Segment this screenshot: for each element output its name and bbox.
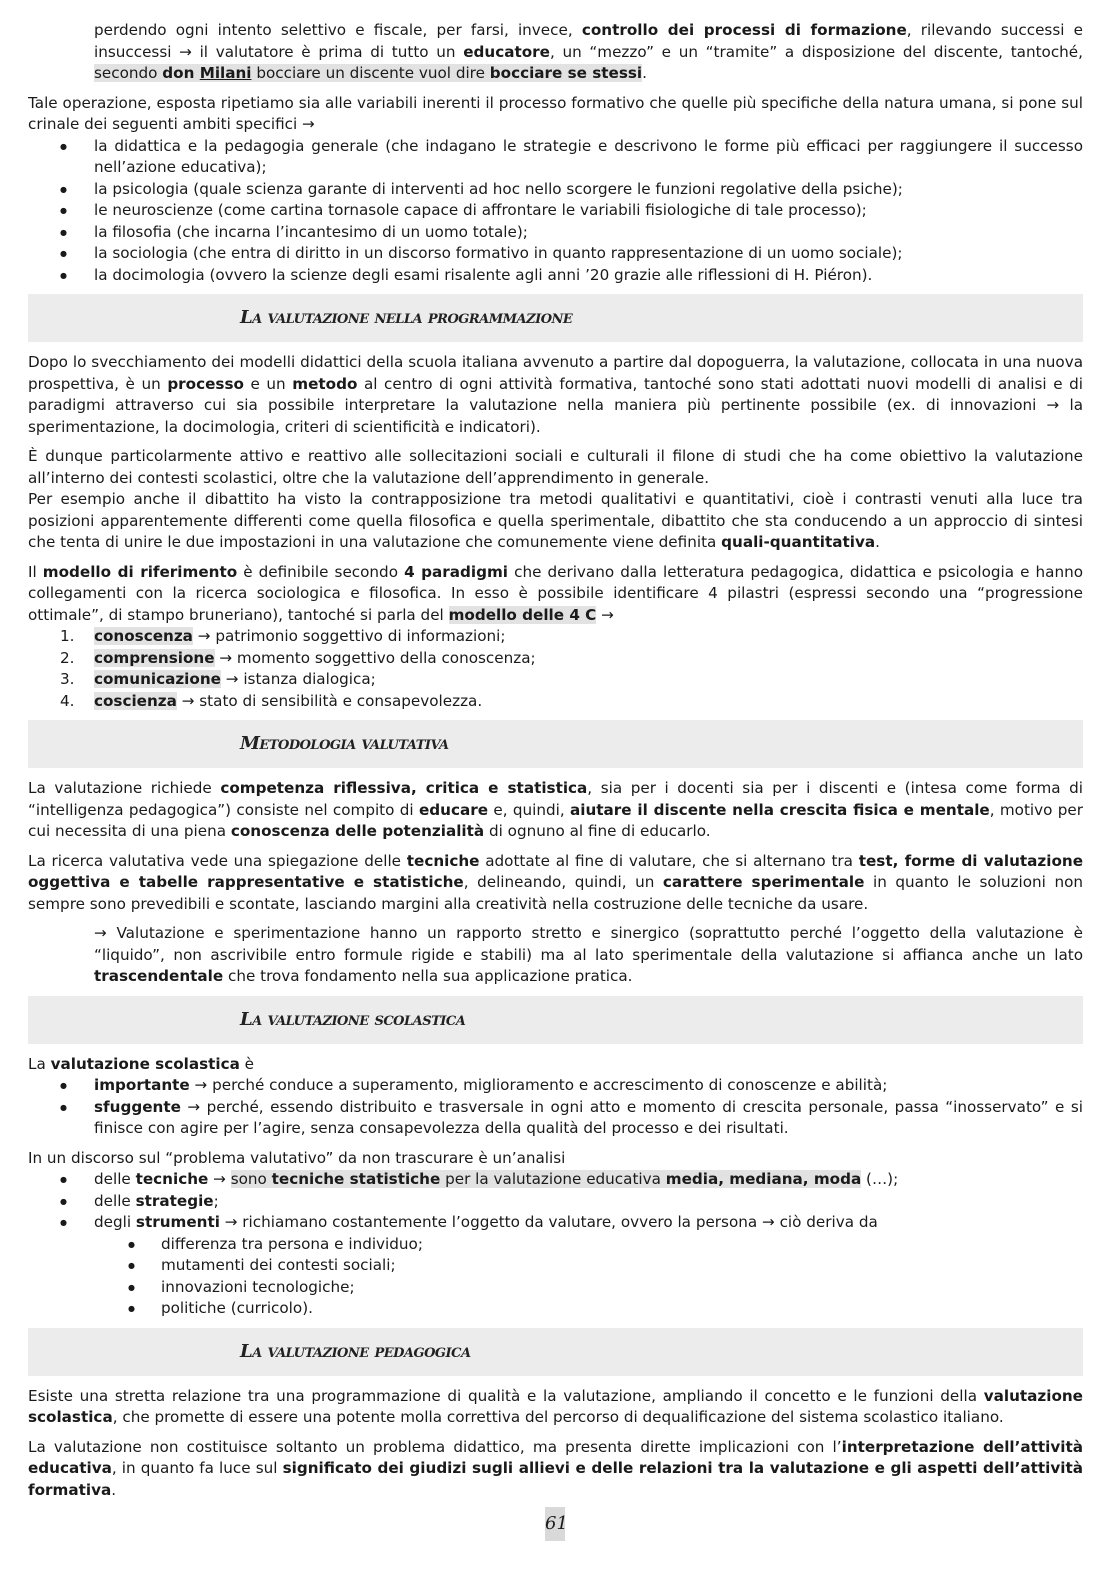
strumenti-sublist (28, 1234, 1083, 1320)
section3-lead-2: In un discorso sul “problema valutativo” da non trascurare è un’analisi (28, 1148, 566, 1167)
section2-paragraph-1: La valutazione richiede competenza riflessiva, critica e statistica, sia per i docenti sia per i discenti e (intesa come forma di “intelligenza pedagogica”) consiste nel compito di educare e, quindi, aiutare il discente nella crescita fisica e mentale, motivo per cui necessita di una piena conoscenza delle potenzialità di ognuno al fine di educarlo. (28, 779, 1084, 840)
list-item: ● politiche (curricolo). (28, 1298, 1083, 1320)
list-item: 3. comunicazione → istanza dialogica; (60, 670, 376, 688)
section3-lead: La valutazione scolastica è (28, 1054, 255, 1073)
list-item: 1. conoscenza → patrimonio soggettivo di informazioni; (60, 627, 506, 645)
section4-paragraph-1: Esiste una stretta relazione tra una programmazione di qualità e la valutazione, ampliando il concetto e le funzioni della valutazione scolastica, che promette di essere una potente molla correttiva del percorso di dequalificazione del sistema scolastico italiano. (28, 1386, 1083, 1426)
section1-paragraph-2: È dunque particolarmente attivo e reattivo alle sollecitazioni sociali e culturali il filone di studi che ha come obiettivo la valutazione all’interno dei contesti scolastici, oltre che la valutazione dell’apprendimento in generale. (28, 447, 1083, 487)
list-item: 4. coscienza → stato di sensibilità e consapevolezza. (60, 691, 483, 710)
analisi-list (28, 1169, 1083, 1234)
list-item: ● delle strategie; (28, 1191, 1083, 1213)
list-item: 2. comprensione → momento soggettivo della conoscenza; (60, 648, 536, 667)
section1-paragraph-3: Per esempio anche il dibattito ha visto la contrapposizione tra metodi qualitativi e quantitativi, cioè i contrasti venuti alla luce tra posizioni apparentemente differenti come quella filosofica e quella sperimentale, dibattito che sta conducendo a un approccio di sintesi che tenta di unire le due impostazioni in una valutazione che comunemente viene definita quali-quantitativa. (28, 490, 1083, 551)
four-c-list (28, 626, 1083, 712)
section-heading: Metodologia valutativa (28, 720, 1083, 768)
intro-paragraph-2: Tale operazione, esposta ripetiamo sia alle variabili inerenti il processo formativo che quelle più specifiche della natura umana, si pone sul crinale dei seguenti ambiti specifici → (28, 93, 1083, 133)
document-page (28, 20, 1083, 1509)
section1-paragraph-4: Il modello di riferimento è definibile secondo 4 paradigmi che derivano dalla letteratura pedagogica, didattica e psicologia e hanno collegamenti con la ricerca sociologica e filosofica. In esso è possibile identificare 4 pilastri (espressi secondo una “progressione ottimale”, di stampo bruneriano), tantoché si parla del modello delle 4 C → (28, 562, 1083, 624)
list-item: ● importante → perché conduce a superamento, miglioramento e accrescimento di conoscenze e abilità; (28, 1075, 1083, 1097)
list-item: ● sfuggente → perché, essendo distribuito e trasversale in ogni atto e momento di crescita personale, passa “inosservato” e si finisce con agire per l’agire, senza consapevolezza della qualità del processo e dei risultati. (28, 1097, 1083, 1140)
section2-paragraph-2: La ricerca valutativa vede una spiegazione delle tecniche adottate al fine di valutare, che si alternano tra test, forme di valutazione oggettiva e tabelle rappresentative e statistiche, delineando, quindi, un carattere sperimentale in quanto le soluzioni non sempre sono prevedibili e scontate, lasciando margini alla creatività nella costruzione delle tecniche da usare. (28, 851, 1083, 913)
list-item: ● la filosofia (che incarna l’incantesimo di un uomo totale); (28, 222, 1083, 244)
intro-paragraph-1: perdendo ogni intento selettivo e fiscale, per farsi, invece, controllo dei processi di formazione, rilevando successi e insuccessi → il valutatore è prima di tutto un educatore, un “mezzo” e un “tramite” a disposizione del discente, tantoché, secondo don Milani bocciare un discente vuol dire bocciare se stessi. (94, 21, 1083, 82)
list-item: ● degli strumenti → richiamano costantemente l’oggetto da valutare, ovvero la persona → ciò deriva da (28, 1212, 1083, 1234)
ambiti-list (28, 136, 1083, 287)
list-item: ● innovazioni tecnologiche; (28, 1277, 1083, 1299)
list-item: ● la didattica e la pedagogia generale (che indagano le strategie e descrivono le forme più efficaci per raggiungere il successo nell’azione educativa); (28, 136, 1083, 179)
section-heading: La valutazione pedagogica (28, 1328, 1083, 1376)
valutazione-traits-list (28, 1075, 1083, 1140)
list-item: ● la docimologia (ovvero la scienze degli esami risalente agli anni ’20 grazie alle riflessioni di H. Piéron). (28, 265, 1083, 287)
section-heading: La valutazione nella programmazione (28, 294, 1083, 342)
list-item: ● mutamenti dei contesti sociali; (28, 1255, 1083, 1277)
section2-note: → Valutazione e sperimentazione hanno un rapporto stretto e sinergico (soprattutto perché l’oggetto della valutazione è “liquido”, non ascrivibile entro formule rigide e stabili) ma al lato sperimentale della valutazione si affianca anche un lato trascendentale che trova fondamento nella sua applicazione pratica. (94, 924, 1083, 985)
list-item: ● la psicologia (quale scienza garante di interventi ad hoc nello scorgere le funzioni regolative della psiche); (28, 179, 1083, 201)
list-item: ● differenza tra persona e individuo; (28, 1234, 1083, 1256)
section4-paragraph-2: La valutazione non costituisce soltanto un problema didattico, ma presenta dirette implicazioni con l’interpretazione dell’attività educativa, in quanto fa luce sul significato dei giudizi sugli allievi e delle relazioni tra la valutazione e gli aspetti dell’attività formativa. (28, 1437, 1083, 1499)
list-item: ● le neuroscienze (come cartina tornasole capace di affrontare le variabili fisiologiche di tale processo); (28, 200, 1083, 222)
list-item: ● la sociologia (che entra di diritto in un discorso formativo in quanto rappresentazione di un uomo sociale); (28, 243, 1083, 265)
list-item: ● delle tecniche → sono tecniche statistiche per la valutazione educativa media, mediana, moda (…); (28, 1169, 1083, 1191)
section1-paragraph-1: Dopo lo svecchiamento dei modelli didattici della scuola italiana avvenuto a partire dal dopoguerra, la valutazione, collocata in una nuova prospettiva, è un processo e un metodo al centro di ogni attività formativa, tantoché sono stati adottati nuovi modelli di analisi e di paradigmi attraverso cui sia possibile interpretare la valutazione nella maniera più pertinente possibile (ex. di innovazioni → la sperimentazione, la docimologia, criteri di scientificità e indicatori). (28, 353, 1083, 436)
section-heading: La valutazione scolastica (28, 996, 1083, 1044)
page-number: 61 (545, 1507, 565, 1541)
